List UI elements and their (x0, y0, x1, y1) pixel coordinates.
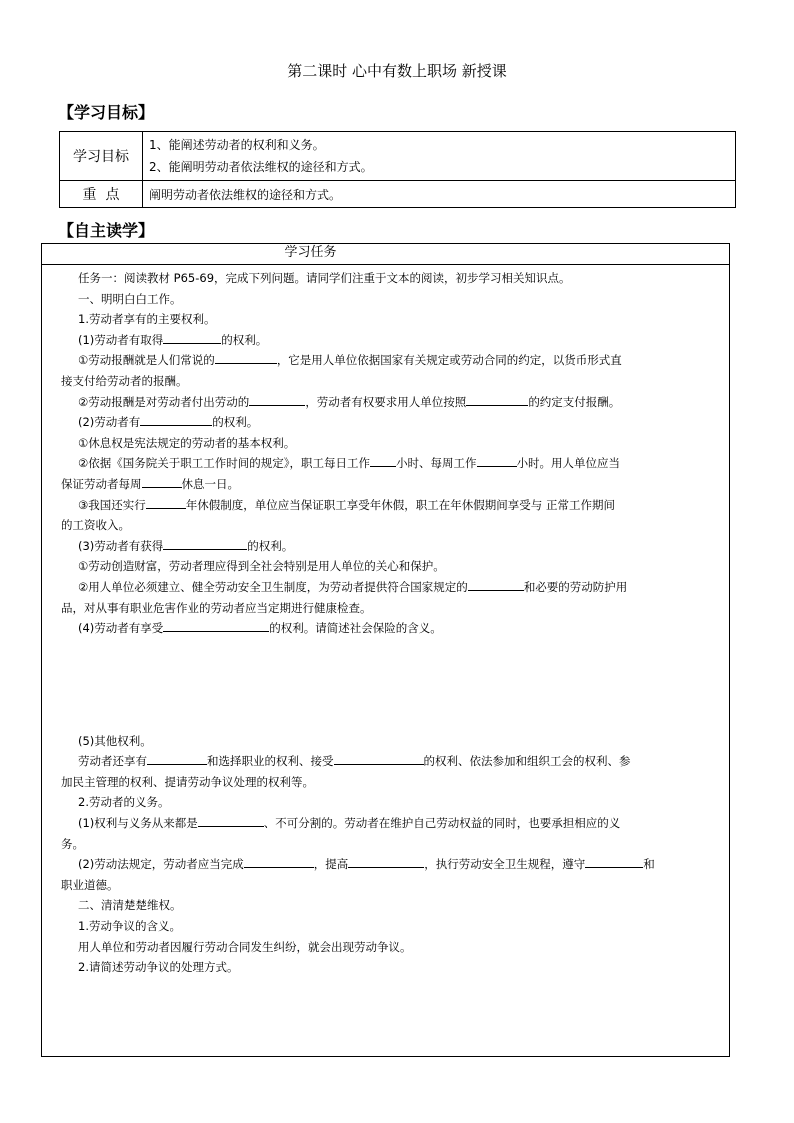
key-point-text: 阐明劳动者依法维权的途径和方式。 (143, 181, 736, 208)
right-5: (5)其他权利。 (78, 733, 152, 748)
fill-blank[interactable] (468, 579, 524, 591)
fill-blank[interactable] (215, 352, 277, 364)
key-point-label: 重 点 (60, 181, 143, 208)
right-2-point-1: ①休息权是宪法规定的劳动者的基本权利。 (78, 435, 296, 450)
fill-blank[interactable] (142, 476, 182, 488)
task-intro: 任务一：阅读教材 P65-69，完成下列问题。请同学们注重于文本的阅读，初步学习相关知识点。 (78, 271, 571, 285)
fill-blank[interactable] (334, 753, 424, 765)
right-3-point-2-cont: 品，对从事有职业危害作业的劳动者应当定期进行健康检查。 (61, 600, 372, 615)
duty-2: (2)劳动法规定，劳动者应当完成 ，提高 ，执行劳动安全卫生规程，遵守 和 (78, 857, 655, 872)
part1-title: 一、明明白白工作。 (78, 291, 182, 306)
fill-blank[interactable] (163, 538, 247, 550)
fill-blank[interactable] (370, 455, 396, 467)
task-box (41, 243, 730, 1057)
goals-list (143, 132, 736, 181)
fill-blank[interactable] (348, 856, 424, 868)
section-heading-goals: 【学习目标】 (58, 103, 155, 122)
part2-question-1: 1.劳动争议的含义。 (78, 919, 181, 934)
right-2-point-3-cont: 的工资收入。 (61, 518, 130, 533)
task-box-header: 学习任务 (42, 244, 729, 265)
fill-blank[interactable] (146, 497, 186, 509)
right-3-point-2: ②用人单位必须建立、健全劳动安全卫生制度，为劳动者提供符合国家规定的 和必要的劳动防护用 (78, 579, 628, 594)
goals-label: 学习目标 (60, 132, 143, 181)
fill-blank[interactable] (147, 753, 207, 765)
duty-1-cont: 务。 (61, 836, 84, 851)
fill-blank[interactable] (466, 394, 528, 406)
fill-blank[interactable] (163, 620, 269, 632)
right-1-point-2: ②劳动报酬是对劳动者付出劳动的 ，劳动者有权要求用人单位按照 的约定支付报酬。 (78, 394, 621, 409)
fill-blank[interactable] (140, 414, 212, 426)
fill-blank[interactable] (163, 332, 221, 344)
duty-2-cont: 职业道德。 (61, 877, 119, 892)
fill-blank[interactable] (198, 815, 264, 827)
right-1-point-1-cont: 接支付给劳动者的报酬。 (61, 373, 188, 388)
answer-space[interactable] (52, 639, 720, 731)
right-2-point-2: ②依据《国务院关于职工工作时间的规定》，职工每日工作 小时、每周工作 小时。用人单位应当 (78, 456, 621, 471)
page-title: 第二课时 心中有数上职场 新授课 (287, 62, 507, 80)
part2-answer-1: 用人单位和劳动者因履行劳动合同发生纠纷，就会出现劳动争议。 (78, 939, 412, 954)
fill-blank[interactable] (244, 856, 314, 868)
part2-question-2: 2.请简述劳动争议的处理方式。 (78, 960, 239, 975)
question-2: 2.劳动者的义务。 (78, 795, 170, 810)
goals-table (59, 131, 736, 208)
part2-title: 二、清清楚楚维权。 (78, 898, 182, 913)
goal-item: 2、能阐明劳动者依法维权的途径和方式。 (149, 160, 373, 174)
right-2-point-2-cont: 保证劳动者每周 休息一日。 (61, 476, 239, 491)
right-2: (2)劳动者有 的权利。 (78, 415, 259, 430)
right-5-point-1-cont: 加民主管理的权利、提请劳动争议处理的权利等。 (61, 774, 314, 789)
right-5-point-1: 劳动者还享有 和选择职业的权利、接受 的权利、依法参加和组织工会的权利、参 (78, 754, 631, 769)
right-1-point-1: ①劳动报酬就是人们常说的 ，它是用人单位依据国家有关规定或劳动合同的约定，以货币形式直 (78, 353, 622, 368)
fill-blank[interactable] (249, 394, 305, 406)
fill-blank[interactable] (477, 455, 517, 467)
right-3-point-1: ①劳动创造财富，劳动者理应得到全社会特别是用人单位的关心和保护。 (78, 559, 445, 574)
goal-item: 1、能阐述劳动者的权利和义务。 (149, 138, 325, 152)
duty-1: (1)权利与义务从来都是 、不可分割的。劳动者在维护自己劳动权益的同时，也要承担相应的义 (78, 816, 621, 831)
fill-blank[interactable] (585, 856, 643, 868)
right-2-point-3: ③我国还实行 年休假制度，单位应当保证职工享受年休假，职工在年休假期间享受与 正常工作期间 (78, 497, 615, 512)
right-4: (4)劳动者有享受 的权利。请简述社会保险的含义。 (78, 621, 442, 636)
right-1: (1)劳动者有取得 的权利。 (78, 332, 268, 347)
question-1: 1.劳动者享有的主要权利。 (78, 312, 216, 327)
right-3: (3)劳动者有获得 的权利。 (78, 538, 294, 553)
task-content (42, 265, 729, 978)
section-heading-reading: 【自主读学】 (58, 221, 155, 240)
